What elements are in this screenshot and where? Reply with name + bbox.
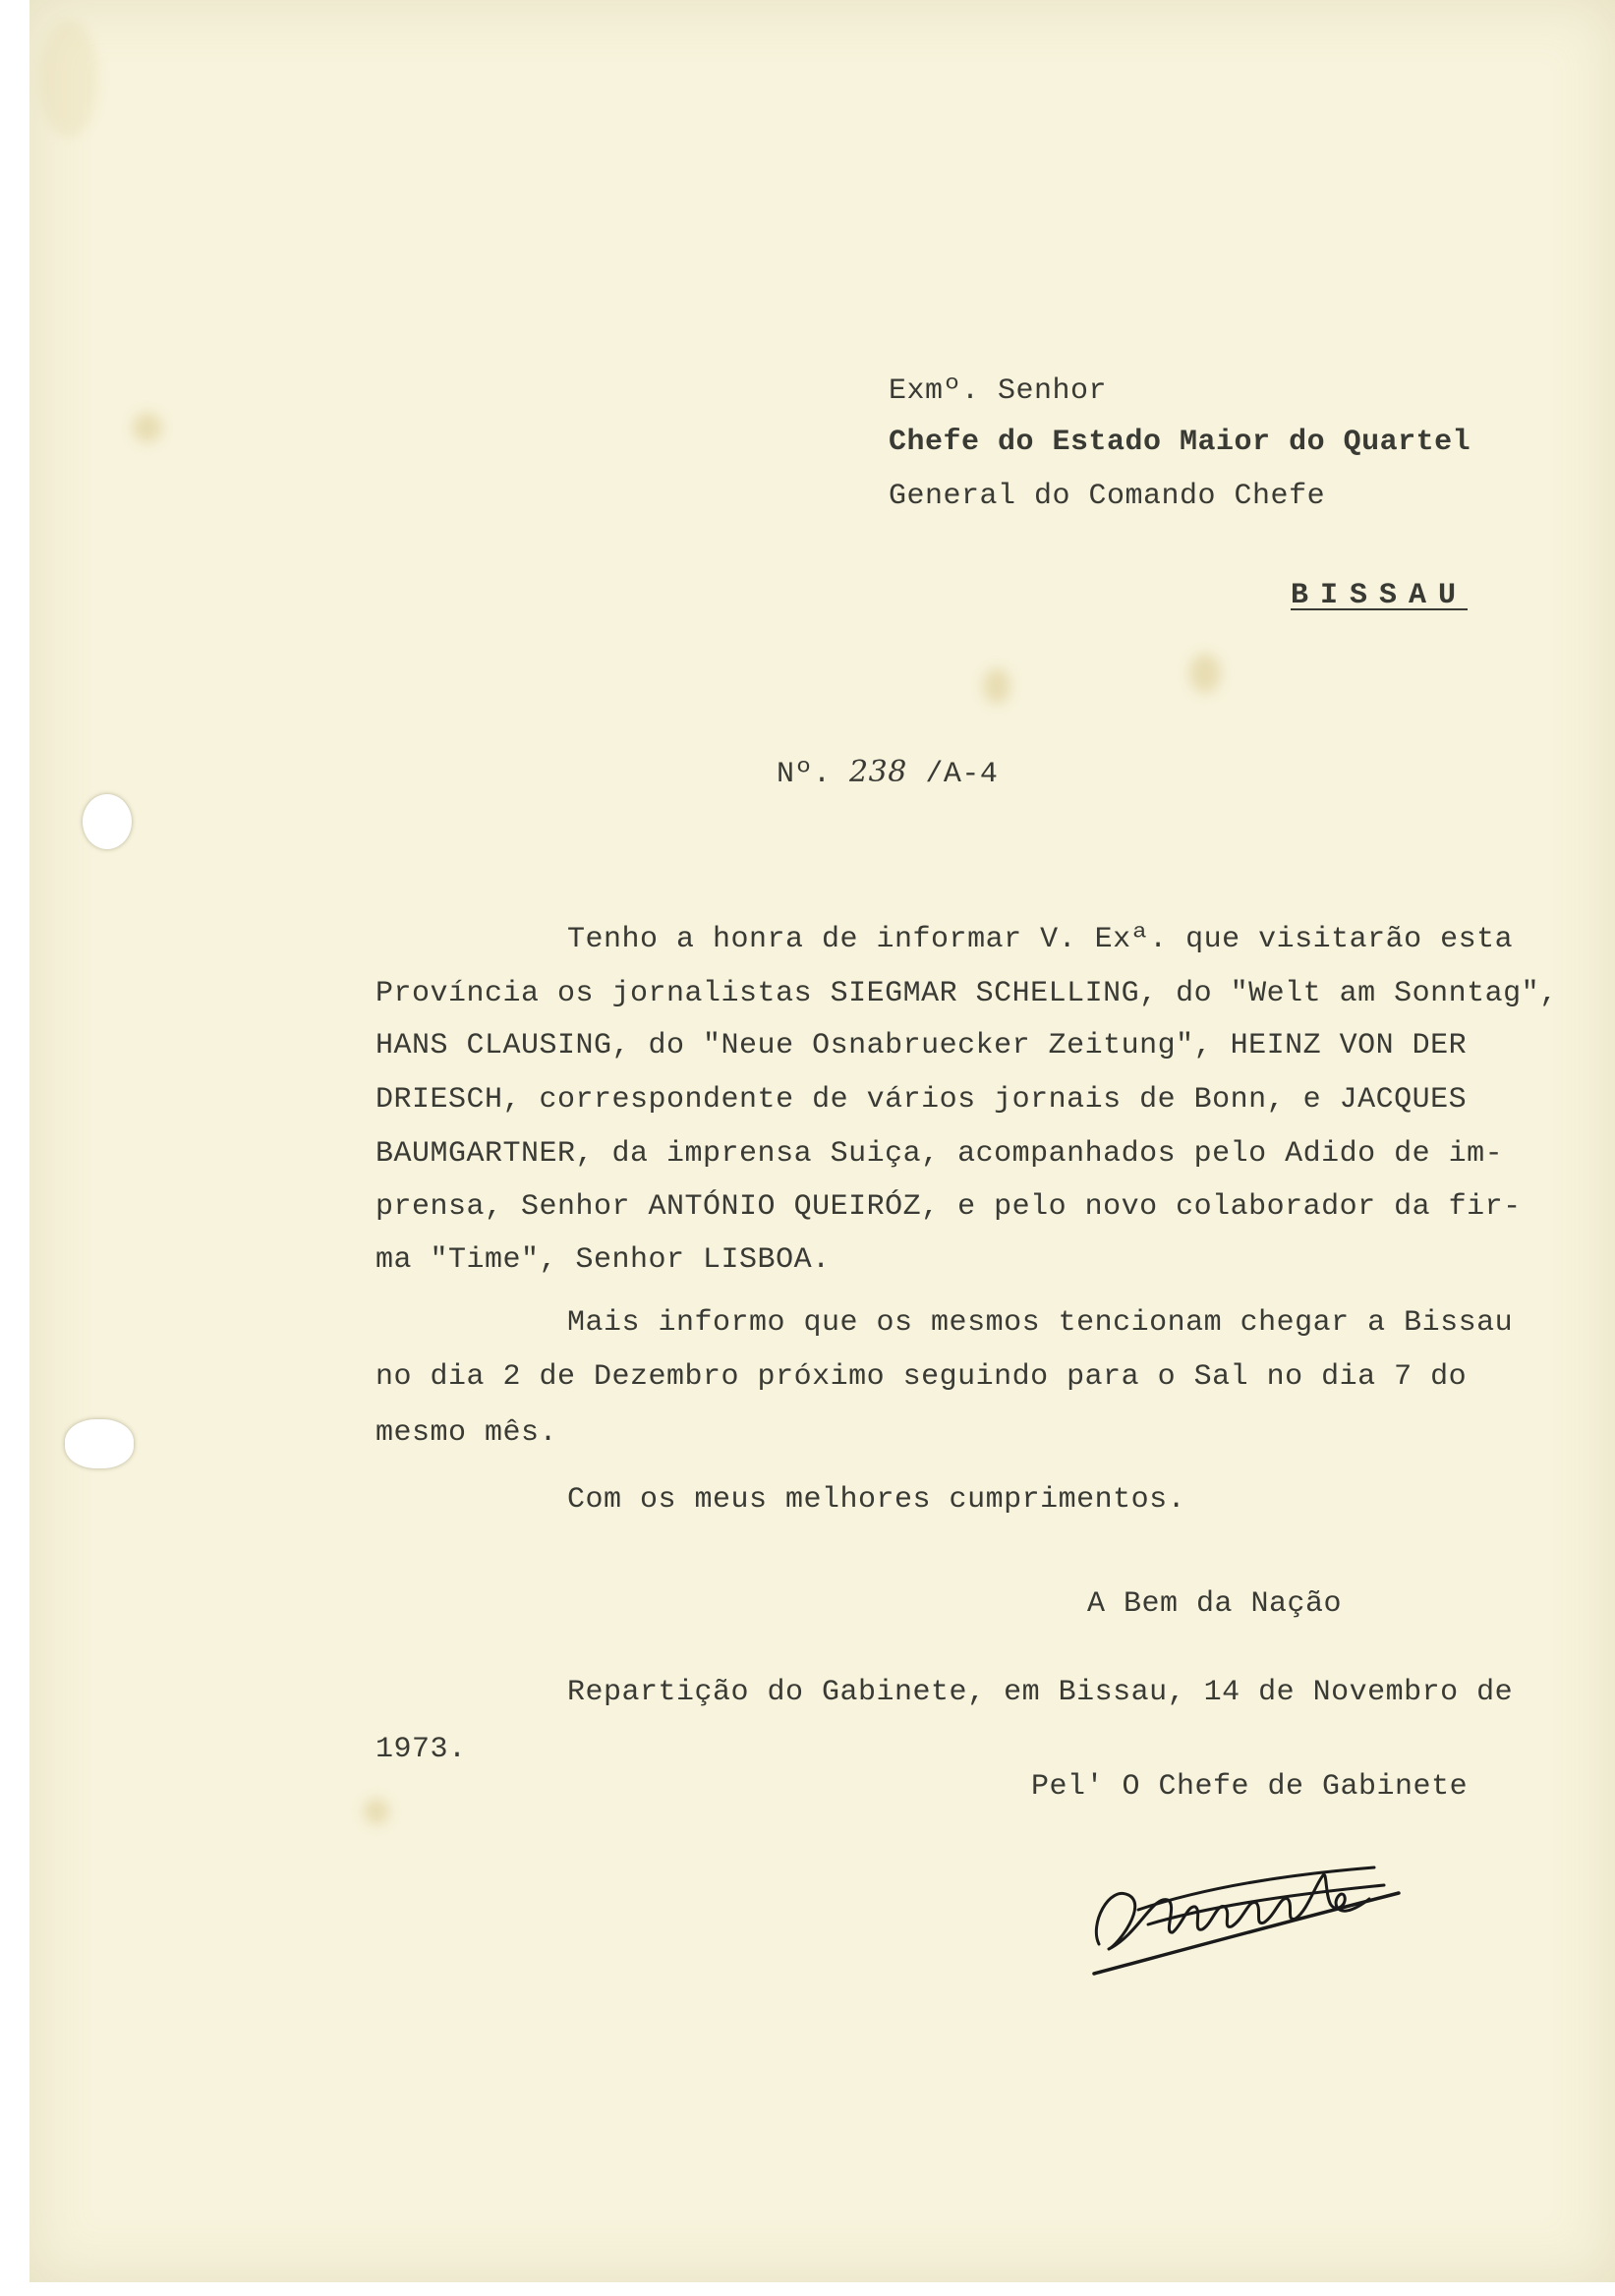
body-paragraph-1-line: prensa, Senhor ANTÓNIO QUEIRÓZ, e pelo novo colaborador da fir- (375, 1190, 1522, 1224)
body-paragraph-1-line: DRIESCH, correspondente de vários jornais de Bonn, e JACQUES (375, 1083, 1468, 1117)
body-paragraph-2-line: no dia 2 de Dezembro próximo seguindo para o Sal no dia 7 do (375, 1360, 1468, 1394)
reference-handwritten-number: 238 (849, 755, 907, 789)
punch-hole-upper (83, 794, 132, 849)
body-paragraph-2-line: Mais informo que os mesmos tencionam chegar a Bissau (567, 1306, 1514, 1340)
closing-place-date-line-2: 1973. (375, 1733, 467, 1766)
closing-signatory: Pel' O Chefe de Gabinete (1031, 1770, 1469, 1804)
closing-place-date-line-1: Repartição do Gabinete, em Bissau, 14 de Novembro de (567, 1676, 1514, 1709)
addressee-line-2: Chefe do Estado Maior do Quartel (889, 426, 1471, 459)
closing-motto: A Bem da Nação (1087, 1587, 1343, 1621)
body-paragraph-1-line: ma "Time", Senhor LISBOA. (375, 1243, 831, 1277)
reference-suffix: /A-4 (925, 758, 999, 791)
reference-number (777, 755, 998, 792)
addressee-city: BISSAU (1291, 579, 1469, 612)
body-paragraph-1-line: Província os jornalistas SIEGMAR SCHELLING, do "Welt am Sonntag", (375, 977, 1558, 1010)
body-paragraph-1-line: Tenho a honra de informar V. Exª. que visitarão esta (567, 923, 1514, 956)
addressee-line-1: Exmº. Senhor (889, 374, 1108, 408)
paper-stain (133, 413, 162, 442)
handwritten-signature (1079, 1816, 1413, 1993)
paper-stain (983, 668, 1010, 704)
paper-stain (39, 20, 98, 138)
addressee-line-3: General do Comando Chefe (889, 480, 1326, 513)
paper-stain (1189, 654, 1221, 693)
body-paragraph-1-line: BAUMGARTNER, da imprensa Suiça, acompanhados pelo Adido de im- (375, 1137, 1504, 1171)
reference-prefix: Nº. (777, 758, 832, 791)
body-paragraph-3: Com os meus melhores cumprimentos. (567, 1483, 1186, 1517)
punch-hole-lower (65, 1419, 134, 1468)
paper-stain (364, 1799, 389, 1824)
body-paragraph-2-line: mesmo mês. (375, 1416, 558, 1450)
body-paragraph-1-line: HANS CLAUSING, do "Neue Osnabruecker Zeitung", HEINZ VON DER (375, 1029, 1468, 1062)
